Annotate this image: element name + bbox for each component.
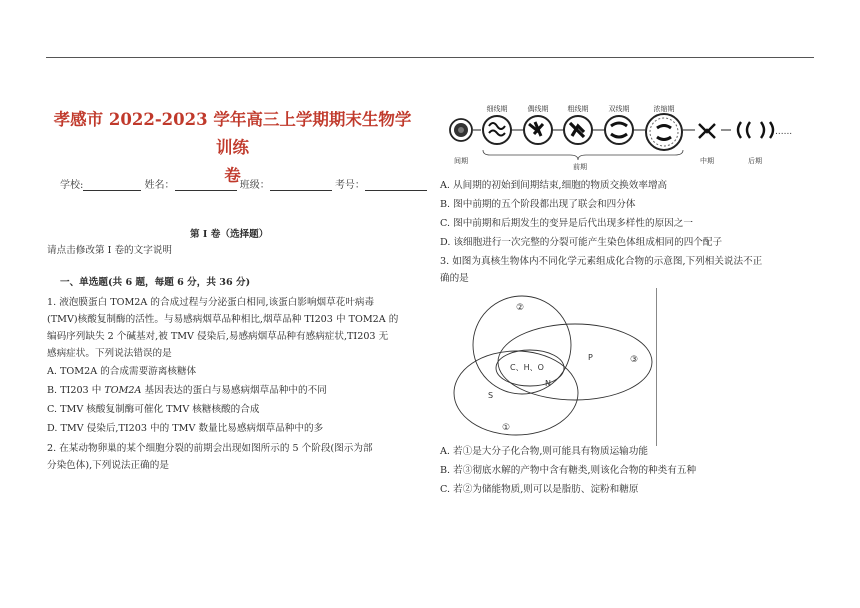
stage-label-1: 细线期 [486, 105, 508, 113]
student-info [60, 176, 427, 191]
stage-label-5: 浓缩期 [653, 105, 675, 113]
stage-cell-diplotene [605, 116, 633, 144]
metaphase-label: 中期 [700, 157, 714, 165]
q1-line-2: (TMV)核酸复制酶的活性。与易感病烟草品种相比,烟草品种 TI203 中 TOM2A 的 [47, 314, 399, 325]
school-blank[interactable] [83, 190, 141, 191]
stage-cell-zygotene [524, 116, 552, 144]
q1-option-b-pre: B. TI203 中 [47, 385, 105, 396]
prophase-bracket [483, 150, 683, 160]
q2-option-c: C. 图中前期和后期发生的变异是后代出现多样性的原因之一 [440, 218, 693, 229]
stage-label-3: 粗线期 [567, 105, 589, 113]
stage-label-2: 偶线期 [527, 105, 549, 113]
title-line-2: 卷 [224, 166, 241, 185]
q2-line-2: 分染色体),下列说法正确的是 [47, 460, 169, 471]
q2-option-a: A. 从间期的初始到间期结束,细胞的物质交换效率增高 [440, 180, 668, 191]
name-label: 姓名： [144, 180, 175, 191]
exam-no-blank[interactable] [365, 190, 427, 191]
q3-option-c: C. 若②为储能物质,则可以是脂肪、淀粉和糖原 [440, 484, 639, 495]
interphase-cell [450, 119, 472, 141]
venn-diagram [450, 290, 655, 440]
q3-option-a: A. 若①是大分子化合物,则可能具有物质运输功能 [440, 446, 648, 457]
q2-option-d: D. 该细胞进行一次完整的分裂可能产生染色体组成相同的四个配子 [440, 237, 723, 248]
part-heading: 一、单选题(共 6 题，每题 6 分，共 36 分) [60, 277, 251, 288]
venn-label-p: P [588, 353, 593, 362]
stage-label-4: 双线期 [608, 105, 630, 113]
prophase-label: 前期 [573, 163, 587, 171]
stage-cell-diakinesis [646, 114, 682, 150]
name-blank[interactable] [175, 190, 237, 191]
q1-option-c: C. TMV 核酸复制酶可催化 TMV 核糖核酸的合成 [47, 404, 260, 415]
venn-label-1: ① [502, 423, 511, 433]
venn-circle-3 [498, 324, 652, 400]
header-rule [46, 57, 814, 58]
q1-option-d: D. TMV 侵染后,TI203 中的 TMV 数量比易感病烟草品种中的多 [47, 423, 324, 434]
q1-line-3: 编码序列缺失 2 个碱基对,被 TMV 侵染后,易感病烟草品种有感病症状,TI203 无 [47, 331, 389, 342]
venn-label-s: S [488, 391, 494, 400]
stage-cell-leptotene [483, 116, 511, 144]
interphase-label: 间期 [454, 157, 468, 165]
q2-option-b: B. 图中前期的五个阶段都出现了联会和四分体 [440, 199, 636, 210]
anaphase-label: 后期 [748, 157, 762, 165]
venn-divider-line [656, 288, 657, 446]
q2-line-1: 2. 在某动物卵巢的某个细胞分裂的前期会出现如图所示的 5 个阶段(图示为部 [47, 443, 373, 454]
q1-line-4: 感病症状。下列说法错误的是 [47, 348, 172, 359]
venn-label-3: ③ [630, 355, 639, 365]
q1-option-b-post: 基因表达的蛋白与易感病烟草品种中的不同 [141, 385, 327, 396]
q1-option-b-gene: TOM2A [104, 385, 142, 396]
section-heading: 第 I 卷（选择题） [190, 229, 269, 240]
q3-line-1: 3. 如图为真核生物体内不同化学元素组成化合物的示意图,下列相关说法不正 [440, 256, 763, 267]
q1-option-a: A. TOM2A 的合成需要游离核糖体 [47, 366, 197, 377]
school-label: 学校: [60, 180, 84, 191]
class-label: 班级： [239, 180, 270, 191]
stage-cell-pachytene [564, 116, 592, 144]
venn-label-2: ② [516, 303, 525, 313]
title-line-1: 孝感市 2022-2023 学年高三上学期期末生物学训练 [53, 110, 412, 157]
class-blank[interactable] [270, 190, 332, 191]
exam-no-label: 考号： [334, 180, 365, 191]
diagram-dots: ...... [775, 127, 793, 137]
q1-line-1: 1. 液泡膜蛋白 TOM2A 的合成过程与分泌蛋白相同,该蛋白影响烟草花叶病毒 [47, 297, 375, 308]
venn-label-center: C、H、O [510, 363, 544, 372]
meiosis-diagram [445, 100, 795, 172]
section-note: 请点击修改第 I 卷的文字说明 [47, 245, 173, 256]
venn-label-n: N [545, 379, 551, 388]
q1-option-b [47, 382, 327, 399]
metaphase-chromosomes [699, 124, 715, 138]
q3-line-2: 确的是 [440, 273, 469, 284]
q3-option-b: B. 若③彻底水解的产物中含有糖类,则该化合物的种类有五种 [440, 465, 697, 476]
anaphase-chromosomes [738, 122, 773, 138]
